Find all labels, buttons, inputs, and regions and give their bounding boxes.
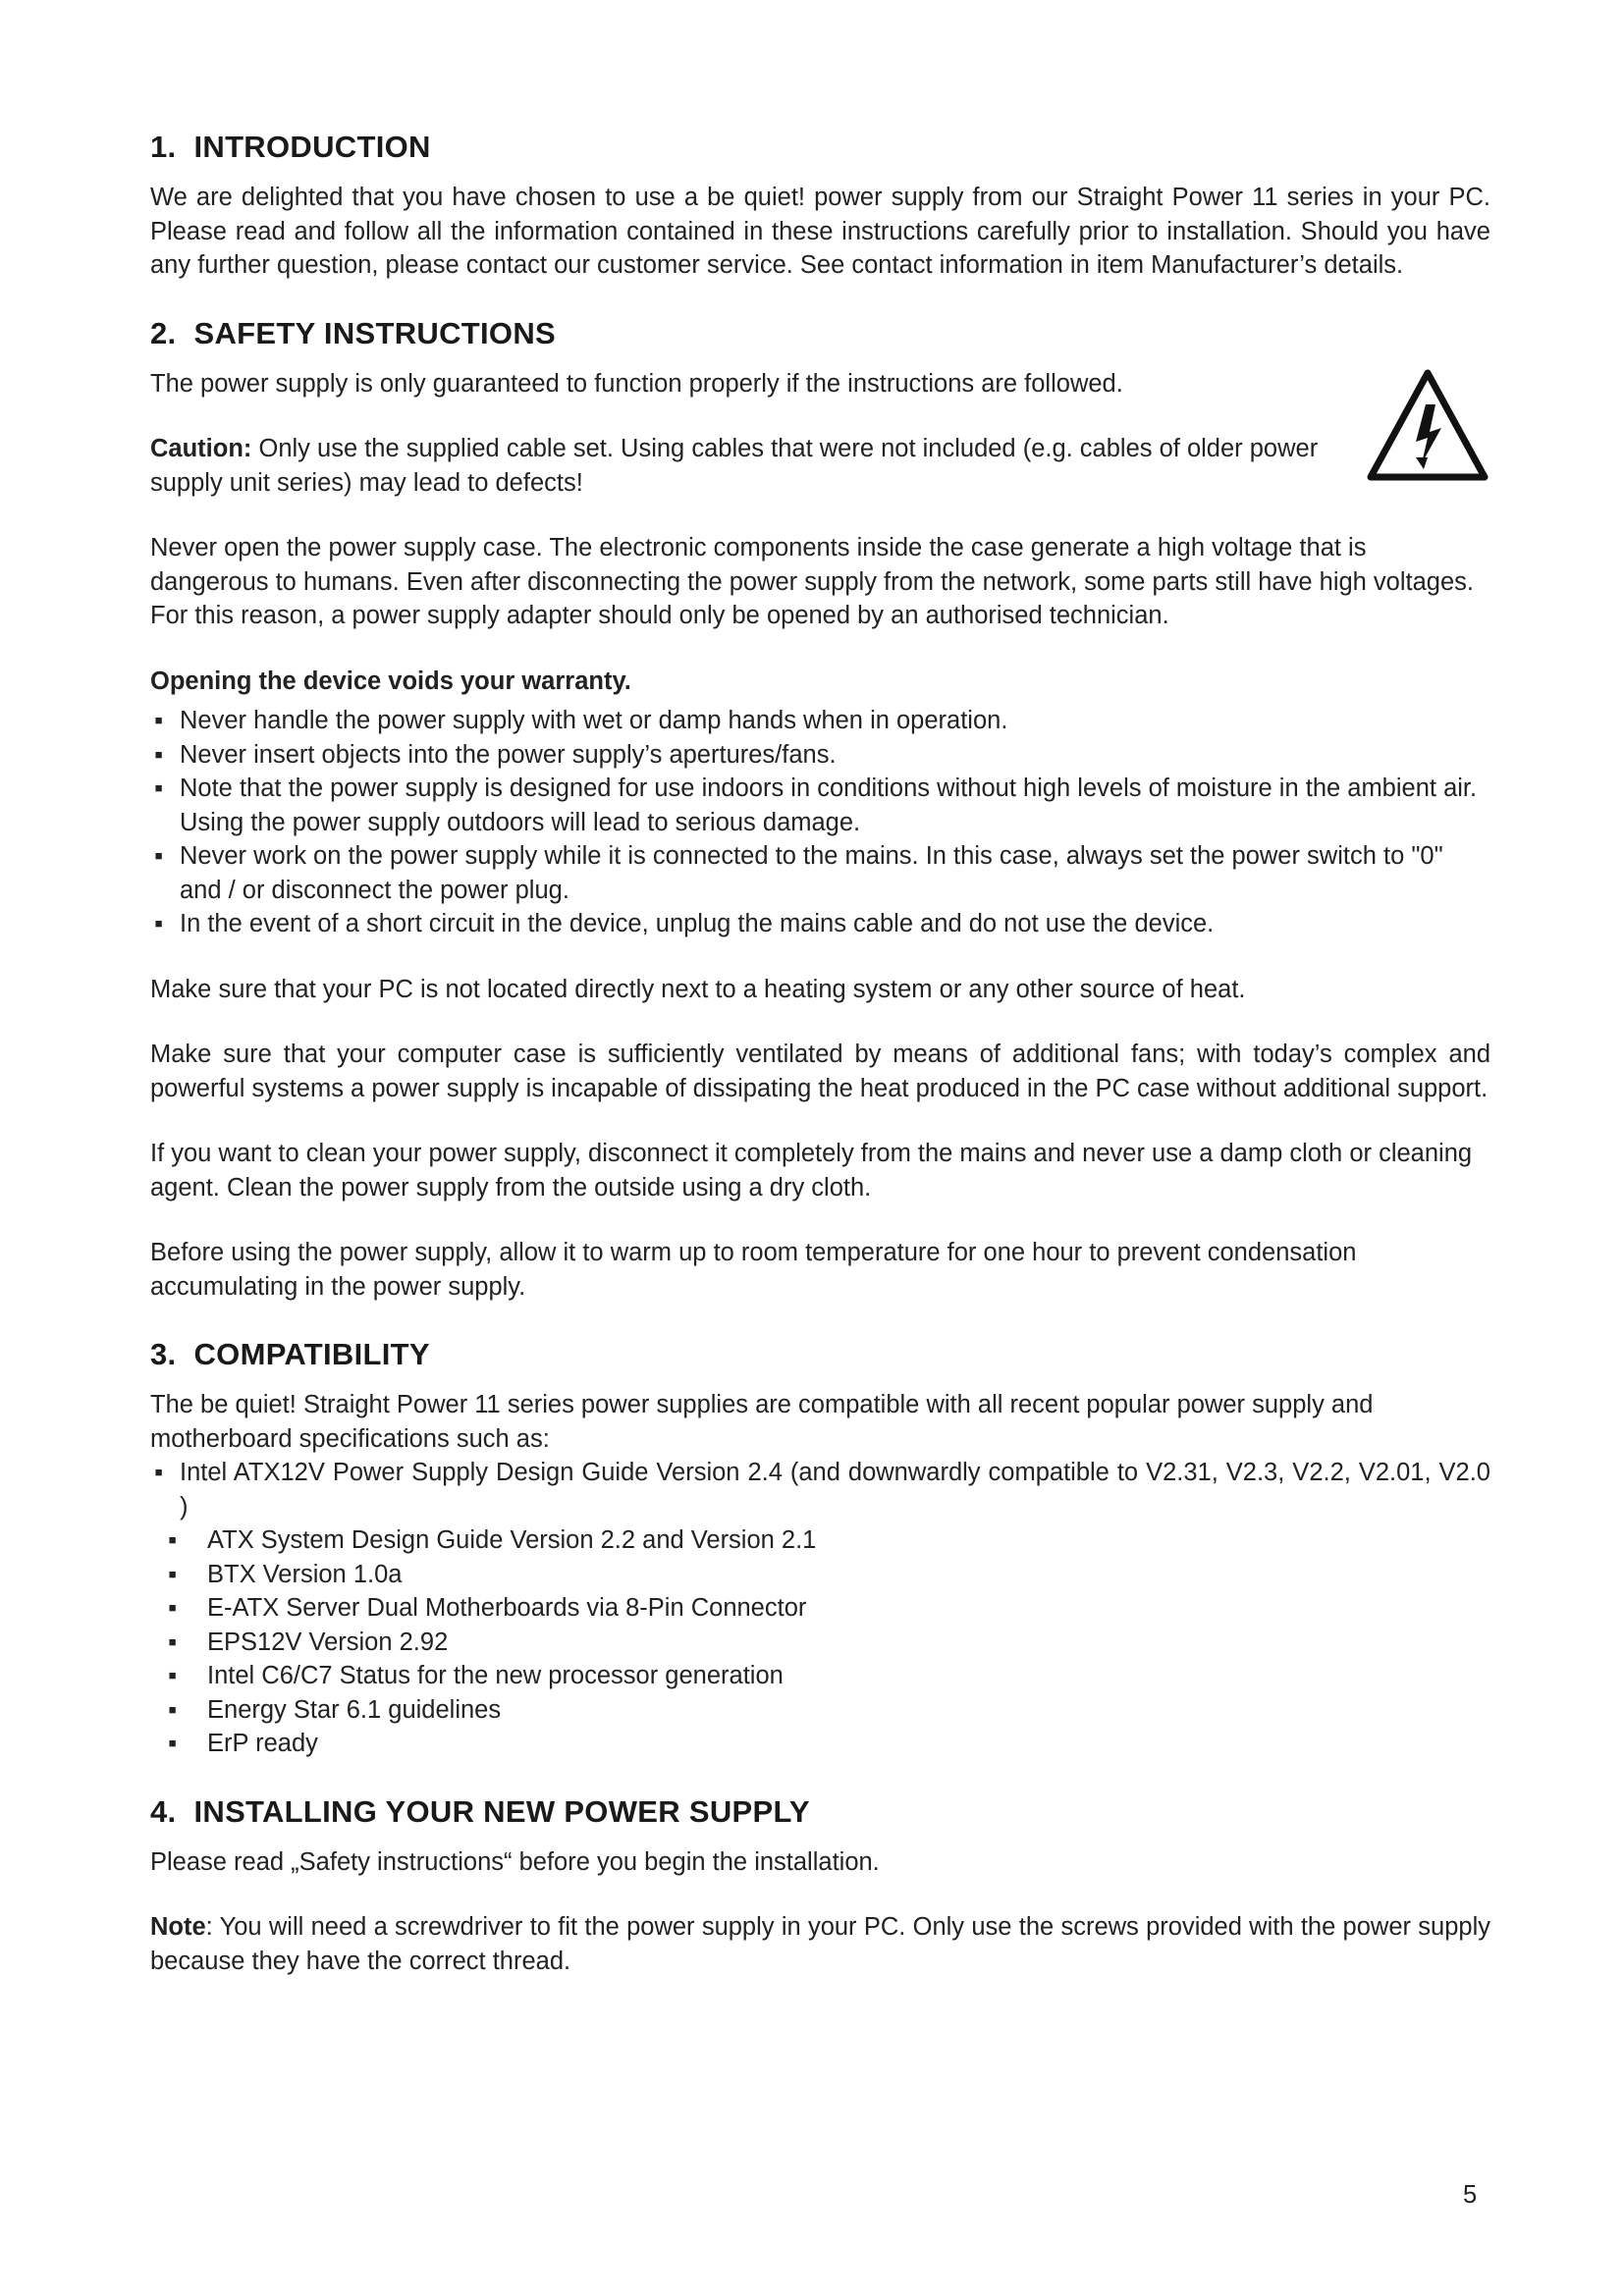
safety-paragraph: Before using the power supply, allow it to warm up to room temperature for one hour to prevent condensation accumulating in the power supply. [150, 1239, 1357, 1301]
bullet-glyph: ▪ [168, 1594, 178, 1622]
intro-paragraph: We are delighted that you have chosen to use a be quiet! power supply from our Straight Power 11 series in your PC. Please read and follow all the information contained in these instructions carefully prior to installation. Should you have any further question, please contact our customer service. See contact information in item Manufacturer’s details. [150, 184, 1490, 279]
safety-paragraph: Make sure that your computer case is sufficiently ventilated by means of additional fans; with today’s complex and powerful systems a power supply is incapable of dissipating the heat produced in the PC case without additional support. [150, 1041, 1490, 1102]
bullet-glyph: ▪ [154, 707, 164, 734]
safety-paragraph: Never open the power supply case. The electronic components inside the case generate a high voltage that is dangerous to humans. Even after disconnecting the power supply from the network, some parts still have high voltages. For this reason, a power supply adapter should only be opened by an authorised technician. [150, 534, 1474, 629]
section-introduction [150, 128, 1490, 283]
bullet-glyph: ▪ [154, 842, 164, 870]
caution-paragraph: Caution: Only use the supplied cable set. Using cables that were not included (e.g. cables of older power supply unit series) may lead to defects! [150, 435, 1319, 497]
bullet-glyph: ▪ [168, 1560, 178, 1588]
bullet-glyph: ▪ [168, 1695, 178, 1724]
warranty-heading: Opening the device voids your warranty. [150, 667, 631, 695]
section-heading: 3. COMPATIBILITY [150, 1337, 430, 1371]
section-heading: 1. INTRODUCTION [150, 130, 431, 164]
bullet-glyph: ▪ [168, 1662, 178, 1689]
note-label: Note [150, 1913, 206, 1941]
high-voltage-warning-icon [1365, 367, 1490, 483]
list-item: ▪ Note that the power supply is designed for use indoors in conditions without high levels of moisture in the ambient air. Using the power supply outdoors will lead to serious damage. [150, 772, 1490, 839]
list-item: ▪ Energy Star 6.1 guidelines [150, 1693, 1490, 1728]
bullet-glyph: ▪ [168, 1628, 178, 1656]
safety-paragraph: Make sure that your PC is not located directly next to a heating system or any other source of heat. [150, 975, 1246, 1003]
caution-label: Caution: [150, 435, 252, 462]
list-item: ▪ ATX System Design Guide Version 2.2 and Version 2.1 [150, 1523, 1490, 1558]
list-item: ▪ Intel ATX12V Power Supply Design Guide Version 2.4 (and downwardly compatible to V2.31, V2.3, V2.2, V2.01, V2.0 ) [150, 1456, 1490, 1523]
bullet-glyph: ▪ [154, 910, 164, 937]
bullet-glyph: ▪ [154, 740, 164, 769]
compat-bullet-list [150, 1456, 1490, 1523]
section-safety-instructions [150, 314, 1490, 1305]
list-item: ▪ Never work on the power supply while it is connected to the mains. In this case, always set the power switch to "0" and / or disconnect the power plug. [150, 839, 1490, 907]
compat-paragraph: The be quiet! Straight Power 11 series power supplies are compatible with all recent popular power supply and motherboard specifications such as: [150, 1391, 1374, 1453]
section-installing [150, 1792, 1490, 1979]
list-item: ▪ Never insert objects into the power supply’s apertures/fans. [150, 738, 1490, 773]
safety-paragraph: The power supply is only guaranteed to function properly if the instructions are followed. [150, 369, 1123, 398]
bullet-glyph: ▪ [168, 1730, 178, 1757]
section-compatibility [150, 1335, 1490, 1761]
compat-sub-bullet-list [150, 1523, 1490, 1761]
safety-paragraph: If you want to clean your power supply, disconnect it completely from the mains and never use a damp cloth or cleaning agent. Clean the power supply from the outside using a dry cloth. [150, 1140, 1473, 1201]
list-item: ▪ BTX Version 1.0a [150, 1558, 1490, 1592]
document-page [150, 128, 1490, 1978]
section-heading: 4. INSTALLING YOUR NEW POWER SUPPLY [150, 1793, 810, 1829]
list-item: ▪ E-ATX Server Dual Motherboards via 8-Pin Connector [150, 1591, 1490, 1626]
note-paragraph: Note: You will need a screwdriver to fit the power supply in your PC. Only use the screws provided with the power supply because they have the correct thread. [150, 1913, 1490, 1975]
list-item: ▪ Never handle the power supply with wet or damp hands when in operation. [150, 704, 1490, 738]
install-paragraph: Please read „Safety instructions“ before you begin the installation. [150, 1847, 880, 1876]
list-item: ▪ ErP ready [150, 1727, 1490, 1761]
list-item: ▪ In the event of a short circuit in the device, unplug the mains cable and do not use the device. [150, 907, 1490, 941]
list-item: ▪ EPS12V Version 2.92 [150, 1626, 1490, 1660]
section-heading: 2. SAFETY INSTRUCTIONS [150, 315, 557, 350]
bullet-glyph: ▪ [154, 774, 164, 802]
safety-intro-block [150, 367, 1490, 501]
safety-bullet-list [150, 704, 1490, 941]
bullet-glyph: ▪ [168, 1526, 178, 1554]
list-item: ▪ Intel C6/C7 Status for the new processor generation [150, 1659, 1490, 1693]
bullet-glyph: ▪ [154, 1459, 164, 1486]
page-number: 5 [1463, 2181, 1478, 2209]
